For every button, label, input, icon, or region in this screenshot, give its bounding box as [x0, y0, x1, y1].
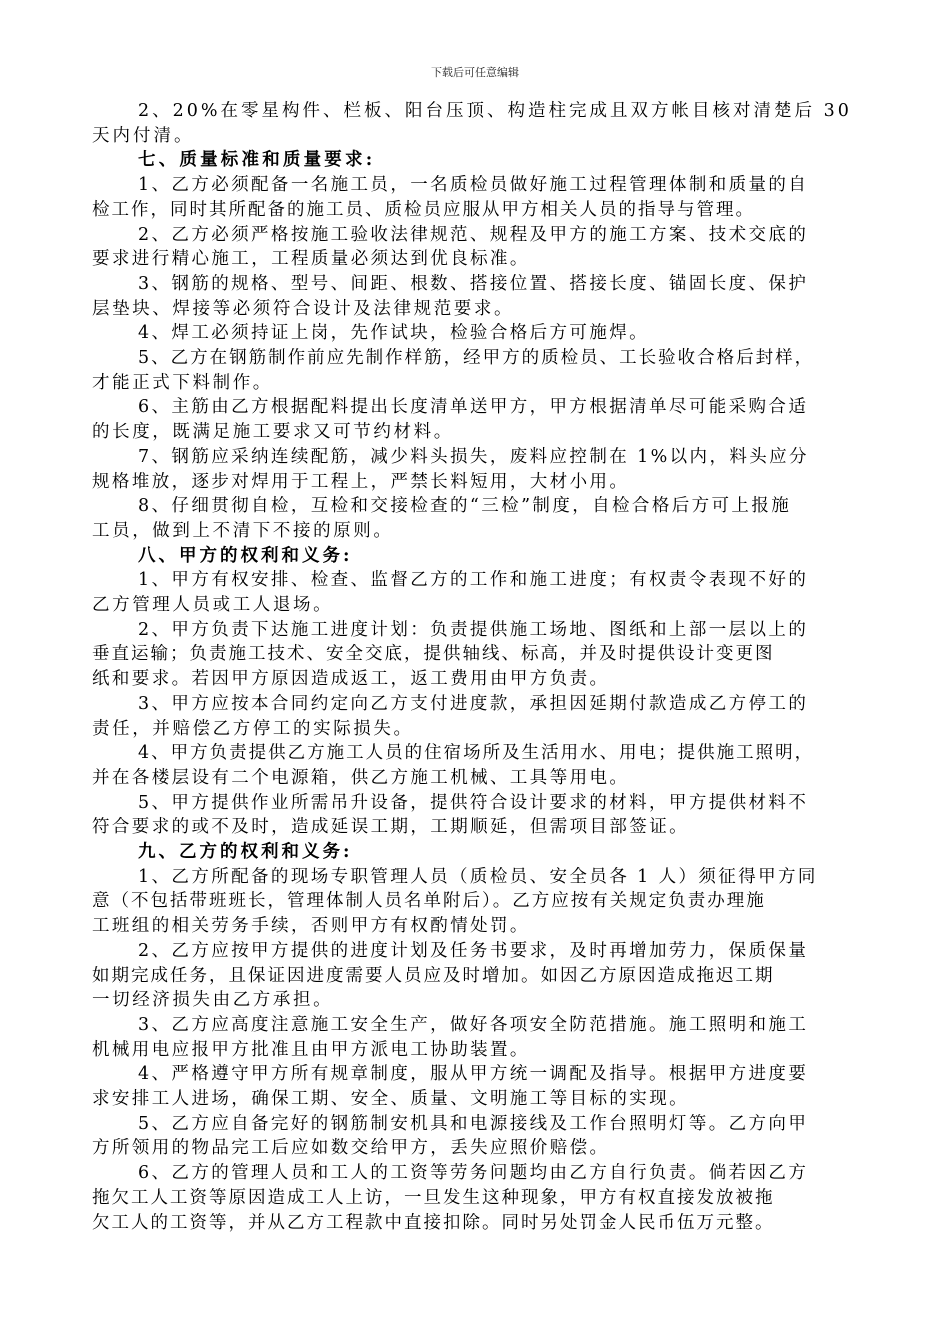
text-line: 一切经济损失由乙方承担。 [92, 990, 334, 1011]
text-line: 工班组的相关劳务手续，否则甲方有权酌情处罚。 [92, 916, 530, 937]
text-line: 意（不包括带班班长，管理体制人员名单附后）。乙方应按有关规定负责办理施 [92, 891, 766, 912]
text-line: 5、乙方在钢筋制作前应先制作样筋，经甲方的质检员、工长验收合格后封样， [138, 348, 815, 368]
text-line: 求安排工人进场，确保工期、安全、质量、文明施工等目标的实现。 [92, 1089, 689, 1109]
text-line: 5、甲方提供作业所需吊升设备，提供符合设计要求的材料，甲方提供材料不 [138, 792, 809, 813]
text-line: 层垫块、焊接等必须符合设计及法律规范要求。 [92, 298, 515, 319]
text-line: 垂直运输；负责施工技术、安全交底，提供轴线、标高，并及时提供设计变更图 [92, 644, 775, 665]
text-line: 1、乙方必须配备一名施工员，一名质检员做好施工过程管理体制和质量的自 [138, 175, 809, 196]
page-header: 下载后可任意编辑 [431, 66, 519, 79]
text-line: 如期完成任务，且保证因进度需要人员应及时增加。如因乙方原因造成拖迟工期 [92, 965, 775, 986]
text-line: 天内付清。 [92, 125, 195, 146]
section-heading: 八、甲方的权利和义务: [138, 545, 353, 566]
text-line: 7、钢筋应采纳连续配筋，减少料头损失，废料应控制在 1%以内，料头应分 [138, 446, 809, 467]
text-line: 1、乙方所配备的现场专职管理人员（质检员、安全员各 1 人）须征得甲方同 [138, 866, 818, 887]
text-line: 4、焊工必须持证上岗，先作试块，检验合格后方可施焊。 [138, 323, 650, 344]
text-line: 责任，并赔偿乙方停工的实际损失。 [92, 718, 414, 739]
text-line: 欠工人的工资等，并从乙方工程款中直接扣除。同时另处罚金人民币伍万元整。 [92, 1212, 775, 1233]
text-line: 拖欠工人工资等原因造成工人上访，一旦发生这种现象，甲方有权直接发放被拖 [92, 1187, 775, 1208]
text-line: 乙方管理人员或工人退场。 [92, 595, 334, 615]
text-line: 3、甲方应按本合同约定向乙方支付进度款，承担因延期付款造成乙方停工的 [138, 693, 809, 714]
text-line: 工员，做到上不清下不接的原则。 [92, 520, 394, 541]
text-line: 符合要求的或不及时，造成延误工期，工期顺延，但需项目部签证。 [92, 817, 689, 838]
text-line: 6、主筋由乙方根据配料提出长度清单送甲方，甲方根据清单尽可能采购合适 [138, 397, 809, 418]
text-line: 2、20%在零星构件、栏板、阳台压顶、构造柱完成且双方帐目核对清楚后 30 [138, 101, 852, 121]
text-line: 并在各楼层设有二个电源箱，供乙方施工机械、工具等用电。 [92, 767, 630, 788]
text-line: 1、甲方有权安排、检查、监督乙方的工作和施工进度；有权责令表现不好的 [138, 570, 809, 591]
text-line: 3、钢筋的规格、型号、间距、根数、搭接位置、搭接长度、锚固长度、保护 [138, 273, 809, 294]
text-line: 纸和要求。若因甲方原因造成返工，返工费用由甲方负责。 [92, 669, 610, 690]
text-line: 8、仔细贯彻自检，互检和交接检查的“三检”制度，自检合格后方可上报施 [138, 496, 792, 517]
text-line: 3、乙方应高度注意施工安全生产，做好各项安全防范措施。施工照明和施工 [138, 1014, 809, 1035]
text-line: 的长度，既满足施工要求又可节约材料。 [92, 422, 454, 443]
text-line: 5、乙方应自备完好的钢筋制安机具和电源接线及工作台照明灯等。乙方向甲 [138, 1113, 809, 1134]
text-line: 2、乙方必须严格按施工验收法律规范、规程及甲方的施工方案、技术交底的 [138, 224, 809, 245]
text-line: 4、甲方负责提供乙方施工人员的住宿场所及生活用水、用电；提供施工照明， [138, 743, 815, 764]
text-line: 规格堆放，逐步对焊用于工程上，严禁长料短用，大材小用。 [92, 471, 630, 492]
section-heading: 七、质量标准和质量要求: [138, 150, 376, 171]
text-line: 4、严格遵守甲方所有规章制度，服从甲方统一调配及指导。根据甲方进度要 [138, 1064, 809, 1085]
text-line: 2、甲方负责下达施工进度计划：负责提供施工场地、图纸和上部一层以上的 [138, 619, 809, 640]
text-line: 机械用电应报甲方批准且由甲方派电工协助装置。 [92, 1039, 530, 1060]
text-line: 才能正式下料制作。 [92, 372, 273, 393]
text-line: 要求进行精心施工，工程质量必须达到优良标准。 [92, 249, 530, 270]
section-heading: 九、乙方的权利和义务: [138, 842, 353, 862]
text-line: 检工作，同时其所配备的施工员、质检员应服从甲方相关人员的指导与管理。 [92, 199, 755, 220]
text-line: 方所领用的物品完工后应如数交给甲方，丢失应照价赔偿。 [92, 1138, 610, 1159]
text-line: 6、乙方的管理人员和工人的工资等劳务问题均由乙方自行负责。倘若因乙方 [138, 1163, 809, 1184]
text-line: 2、乙方应按甲方提供的进度计划及任务书要求，及时再增加劳力，保质保量 [138, 940, 809, 961]
